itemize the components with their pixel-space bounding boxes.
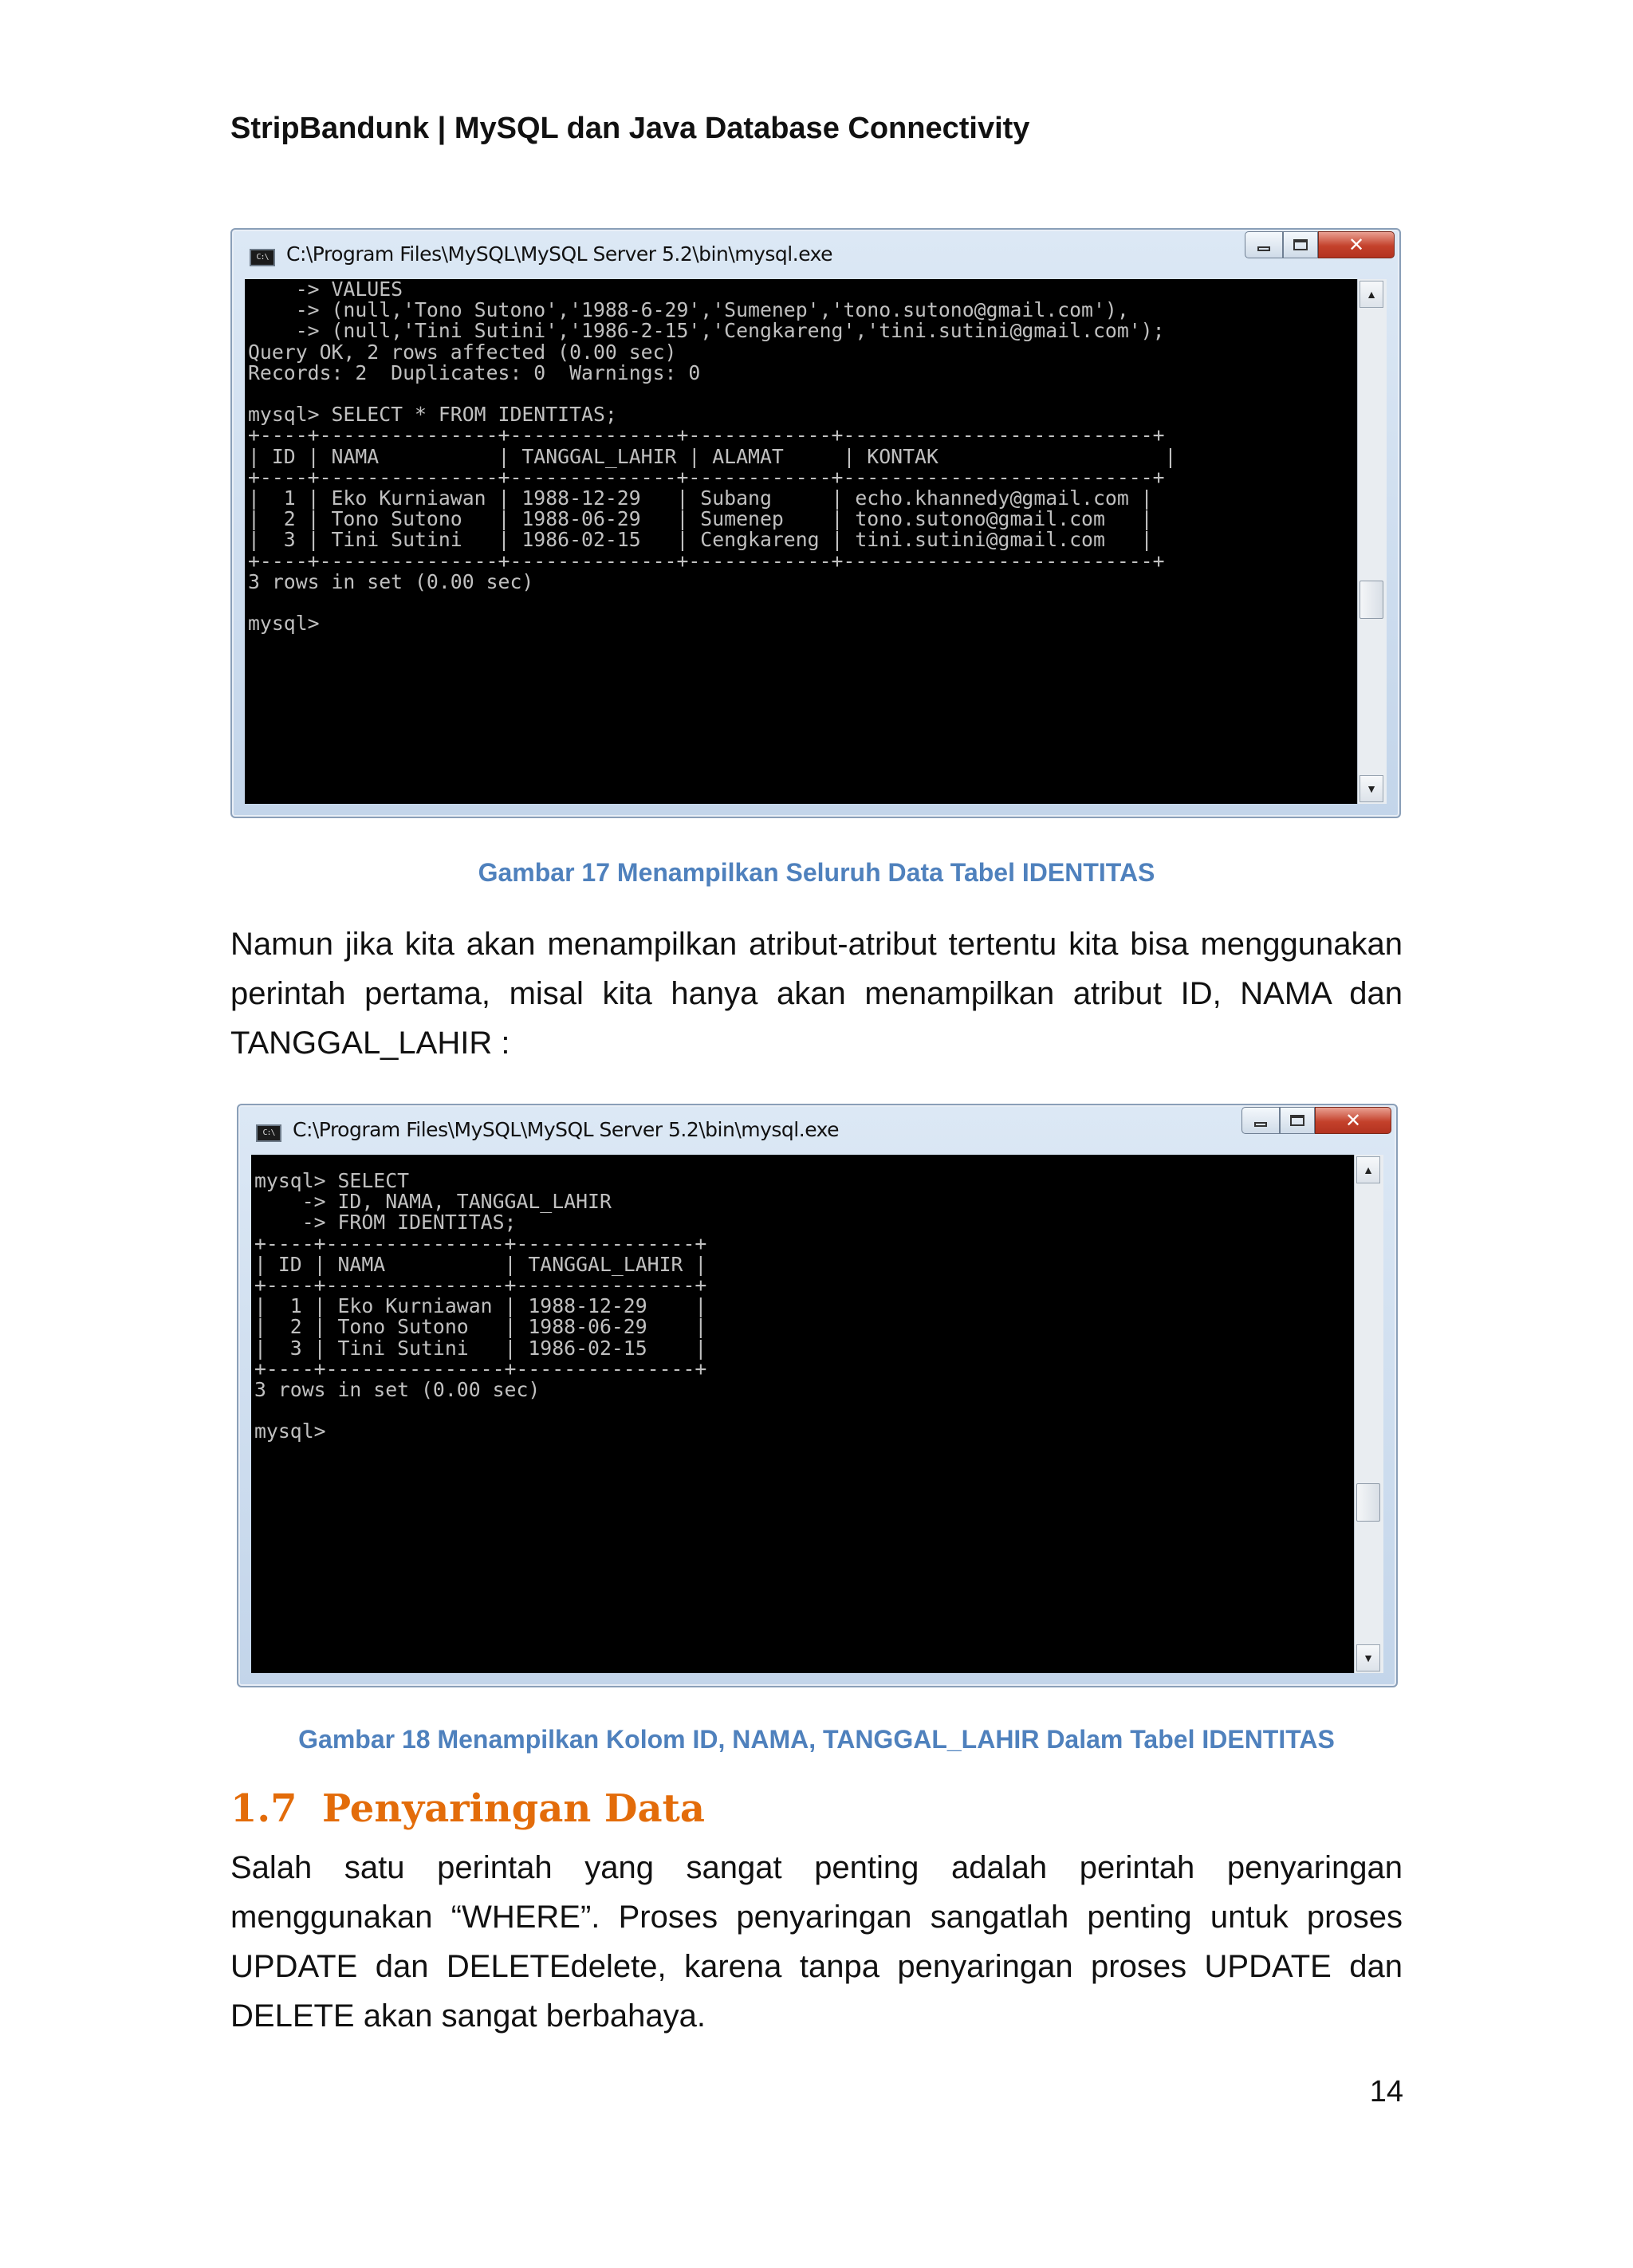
window-titlebar[interactable] — [238, 1105, 1396, 1155]
figure-17-caption: Gambar 17 Menampilkan Seluruh Data Tabel IDENTITAS — [478, 858, 1155, 887]
console-output-area[interactable] — [245, 279, 1387, 804]
close-icon: ✕ — [1348, 234, 1365, 256]
section-heading — [230, 1786, 705, 1831]
minimize-button[interactable] — [1245, 231, 1283, 258]
maximize-icon — [1290, 1115, 1304, 1126]
window-controls — [1241, 1107, 1391, 1134]
section-title: Penyaringan Data — [322, 1786, 705, 1831]
console-window-figure-18 — [237, 1104, 1398, 1687]
window-title: C:\Program Files\MySQL\MySQL Server 5.2\bin\mysql.exe — [293, 1118, 840, 1141]
maximize-button[interactable] — [1283, 231, 1318, 258]
window-title: C:\Program Files\MySQL\MySQL Server 5.2\bin\mysql.exe — [286, 242, 833, 266]
close-icon: ✕ — [1344, 1109, 1362, 1132]
minimize-button[interactable] — [1241, 1107, 1280, 1134]
scrollbar-thumb[interactable] — [1360, 581, 1383, 619]
body-paragraph-1: Namun jika kita akan menampilkan atribut-atribut tertentu kita bisa menggunakan perintah pertama, misal kita hanya akan menampilkan atribut ID, NAMA dan TANGGAL_LAHIR : — [230, 927, 1403, 1061]
minimize-icon — [1254, 1122, 1267, 1127]
close-button[interactable] — [1315, 1107, 1391, 1134]
scroll-down-arrow-icon[interactable]: ▼ — [1360, 775, 1383, 802]
console-output: mysql> SELECT -> ID, NAMA, TANGGAL_LAHIR -> FROM IDENTITAS; +----+---------------+---------------+ | ID | NAMA | TANGGAL_LAHIR | +----+---------------+---------------+ | 1 | Eko Kurniawan | 1988-12-29 | | 2 | Tono Sutono | 1988-06-29 | | 3 | Tini Sutini | 1986-02-15 | +----+---------------+---------------+ 3 rows in set (0.00 sec) mysql> — [254, 1171, 707, 1443]
section-number: 1.7 — [230, 1786, 297, 1831]
console-output: -> VALUES -> (null,'Tono Sutono','1988-6-29','Sumenep','tono.sutono@gmail.com'), -> (null,'Tini Sutini','1986-2-15','Cengkareng','tini.sutini@gmail.com'); Query OK, 2 rows affected (0.00 sec) Records: 2 Duplicates: 0 Warnings: 0 mysql> SELECT * FROM IDENTITAS; +----+---------------+--------------+------------+--------------------------+ | ID | NAMA | TANGGAL_LAHIR | ALAMAT | KONTAK | +----+---------------+--------------+------------+--------------------------+ | 1 | Eko Kurniawan | 1988-12-29 | Subang | echo.khannedy@gmail.com | | 2 | Tono Sutono | 1988-06-29 | Sumenep | tono.sutono@gmail.com | | 3 | Tini Sutini | 1986-02-15 | Cengkareng | tini.sutini@gmail.com | +----+---------------+--------------+------------+--------------------------+ 3 rows in set (0.00 sec) mysql> — [248, 279, 1177, 635]
scroll-up-arrow-icon[interactable]: ▲ — [1356, 1156, 1380, 1183]
console-window-figure-17 — [230, 228, 1401, 818]
vertical-scrollbar[interactable] — [1357, 279, 1387, 804]
page-number: 14 — [1369, 2075, 1403, 2109]
close-button[interactable] — [1318, 231, 1395, 258]
vertical-scrollbar[interactable] — [1354, 1155, 1383, 1673]
scroll-up-arrow-icon[interactable]: ▲ — [1360, 281, 1383, 308]
running-header: StripBandunk | MySQL dan Java Database Connectivity — [230, 112, 1030, 145]
body-paragraph-2: Salah satu perintah yang sangat penting adalah perintah penyaringan menggunakan “WHERE”. Proses penyaringan sangatlah penting untuk proses UPDATE dan DELETEdelete, karena tanpa penyaringan proses UPDATE dan DELETE akan sangat berbahaya. — [230, 1850, 1403, 2034]
window-titlebar[interactable] — [232, 230, 1399, 279]
figure-18-caption: Gambar 18 Menampilkan Kolom ID, NAMA, TANGGAL_LAHIR Dalam Tabel IDENTITAS — [298, 1725, 1335, 1754]
maximize-button[interactable] — [1280, 1107, 1315, 1134]
scrollbar-thumb[interactable] — [1356, 1483, 1380, 1522]
maximize-icon — [1293, 239, 1308, 250]
console-app-icon: C:\ — [256, 1124, 281, 1142]
console-app-icon: C:\ — [250, 249, 275, 266]
console-output-area[interactable] — [251, 1155, 1383, 1673]
scroll-down-arrow-icon[interactable]: ▼ — [1356, 1644, 1380, 1671]
window-controls — [1245, 231, 1395, 258]
minimize-icon — [1257, 246, 1270, 251]
